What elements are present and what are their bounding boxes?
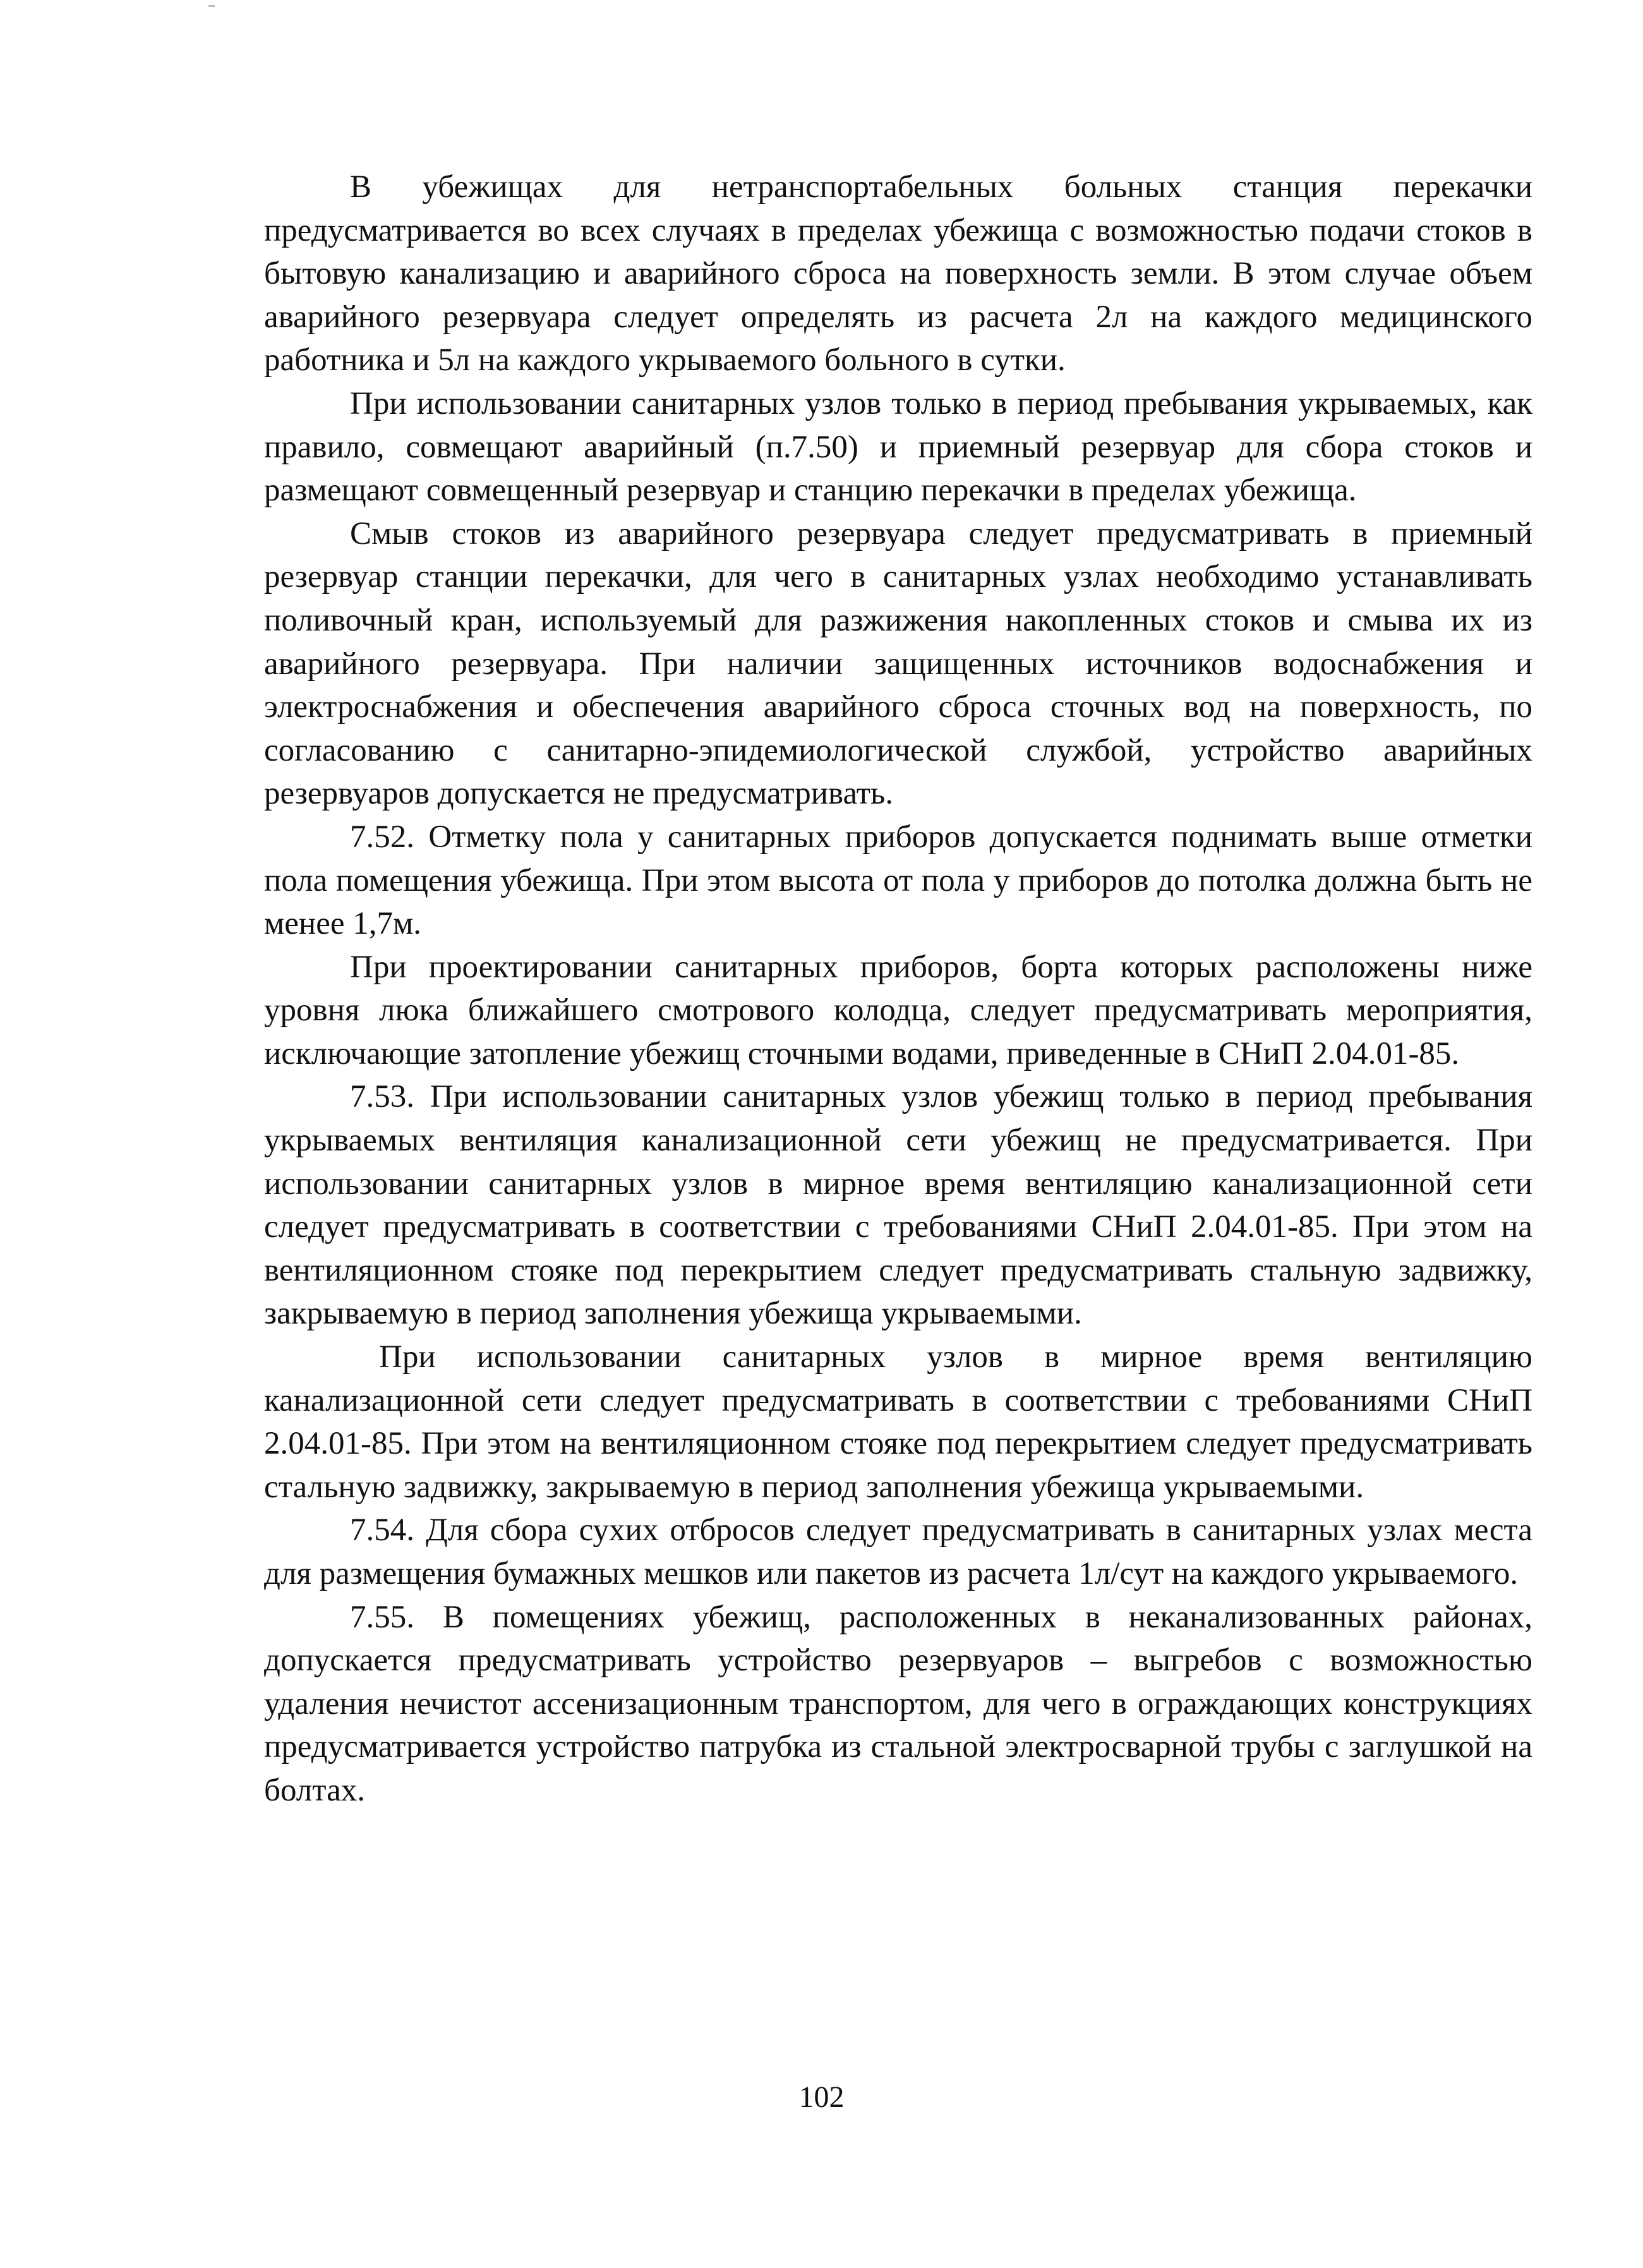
paragraph-text: В помещениях убежищ, расположенных в неканализованных районах, допускается предусматривать устройство резервуаров – выгребов с возможностью удаления нечистот ассенизационным транспортом, для чего в ограждающих конструкциях предусматривается устройство патрубка из стальной электросварной трубы с заглушкой на болтах. [264, 1599, 1532, 1808]
paragraph-text: Для сбора сухих отбросов следует предусматривать в санитарных узлах места для размещения бумажных мешков или пакетов из расчета 1л/сут на каждого укрываемого. [264, 1512, 1533, 1591]
paragraph: При использовании санитарных узлов в мирное время вентиляцию канализационной сети следует предусматривать в соответствии с требованиями СНиП 2.04.01-85. При этом на вентиляционном стояке под перекрытием следует предусматривать стальную задвижку, закрываемую в период заполнения убежища укрываемыми. [264, 1339, 1532, 1505]
paragraph [264, 1075, 1532, 1336]
paragraph-text: При использовании санитарных узлов убежищ только в период пребывания укрываемых вентиляция канализационной сети убежищ не предусматривается. При использовании санитарных узлов в мирное время вентиляцию канализационной сети следует предусматривать в соответствии с требованиями СНиП 2.04.01-85. При этом на вентиляционном стояке под перекрытием следует предусматривать стальную задвижку, закрываемую в период заполнения убежища укрываемыми. [264, 1079, 1533, 1332]
paragraph: В убежищах для нетранспортабельных больных станция перекачки предусматривается во всех случаях в пределах убежища с возможностью подачи стоков в бытовую канализацию и аварийного сброса на поверхность земли. В этом случае объем аварийного резервуара следует определять из расчета 2л на каждого медицинского работника и 5л на каждого укрываемого больного в сутки. [264, 169, 1532, 378]
paragraph-text: Отметку пола у санитарных приборов допускается поднимать выше отметки пола помещения убежища. При этом высота от пола у приборов до потолка должна быть не менее 1,7м. [264, 819, 1532, 942]
paragraph: При использовании санитарных узлов только в период пребывания укрываемых, как правило, совмещают аварийный (п.7.50) и приемный резервуар для сбора стоков и размещают совмещенный резервуар и станцию перекачки в пределах убежища. [264, 385, 1532, 509]
paragraph: При проектировании санитарных приборов, борта которых расположены ниже уровня люка ближайшего смотрового колодца, следует предусматривать мероприятия, исключающие затопление убежищ сточными водами, приведенные в СНиП 2.04.01-85. [264, 949, 1532, 1071]
paragraph [264, 1509, 1532, 1595]
paragraph: Смыв стоков из аварийного резервуара следует предусматривать в приемный резервуар станции перекачки, для чего в санитарных узлах необходимо устанавливать поливочный кран, используемый для разжижения накопленных стоков и смыва их из аварийного резервуара. При наличии защищенных источников водоснабжения и электроснабжения и обеспечения аварийного сброса сточных вод на поверхность, по согласованию с санитарно-эпидемиологической службой, устройство аварийных резервуаров допускается не предусматривать. [264, 516, 1532, 812]
clause-number: 7.54. [350, 1512, 414, 1548]
document-body [264, 166, 1532, 1813]
clause-number: 7.52. [350, 819, 414, 855]
clause-number: 7.53. [350, 1079, 414, 1115]
clause-number: 7.55. [350, 1599, 414, 1635]
paragraph [264, 1596, 1532, 1813]
page-number: 102 [798, 2080, 845, 2114]
scan-artifact [208, 5, 215, 7]
paragraph [264, 816, 1532, 946]
